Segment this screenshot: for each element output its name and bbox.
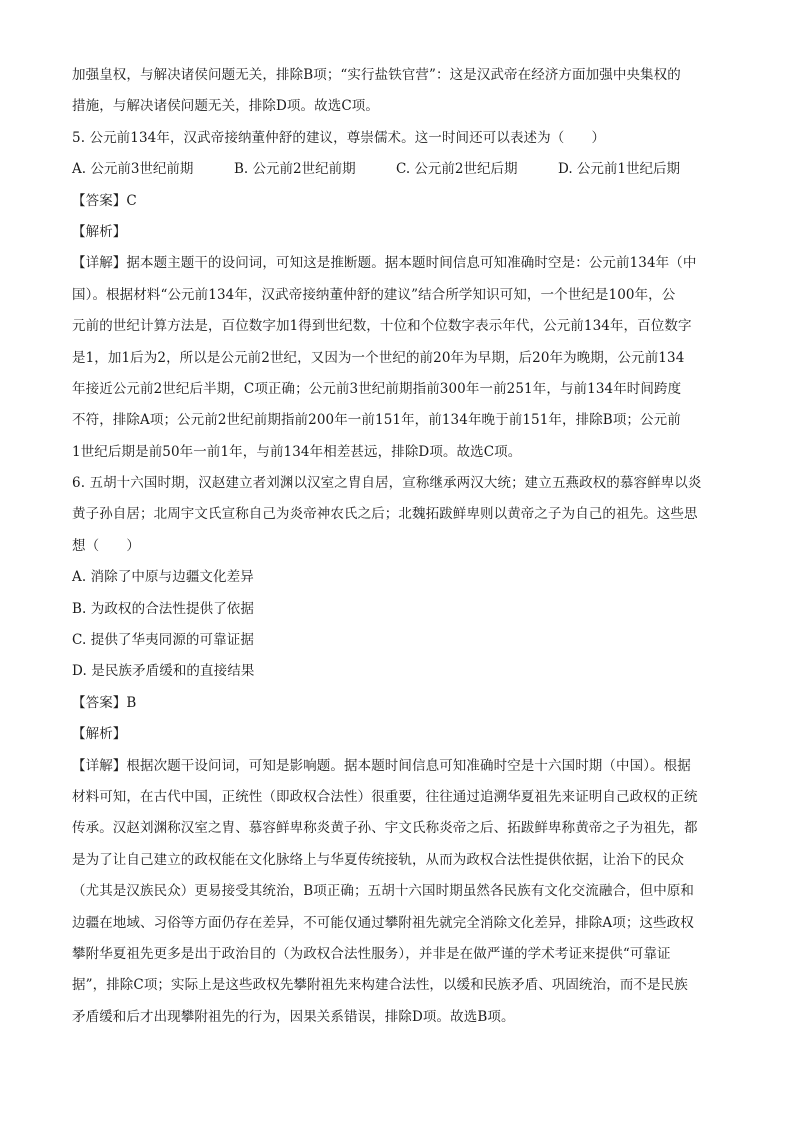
stem-line: 黄子孙自居；北周宇文氏宣称自己为炎帝神农氏之后；北魏拓跋鲜卑则以黄帝之子为自己的祖先。这些思 (72, 506, 698, 523)
document-page (72, 60, 732, 1033)
analysis-label: 【解析】 (72, 726, 127, 743)
intro-line: 措施，与解决诸侯问题无关，排除D项。故选C项。 (72, 98, 379, 115)
option-c: C. 公元前2世纪后期 (396, 161, 518, 178)
option-c: C. 提供了华夷同源的可靠证据 (72, 632, 254, 649)
analysis-label: 【解析】 (72, 223, 127, 240)
detail-line: 边疆在地域、习俗等方面仍存在差异，不可能仅通过攀附祖先就完全消除文化差异，排除A项；这些政权 (72, 914, 694, 931)
intro-line: 加强皇权，与解决诸侯问题无关，排除B项；“实行盐铁官营”：这是汉武帝在经济方面加强中央集权的 (72, 67, 681, 83)
intro-paragraph (72, 60, 732, 123)
question-6-stem (72, 468, 732, 562)
question-6 (72, 468, 732, 1033)
question-5-options (72, 154, 732, 185)
detail-line: （尤其是汉族民众）更易接受其统治，B项正确；五胡十六国时期虽然各民族有文化交流融合，但中原和 (72, 883, 695, 900)
detail-line: 元前的世纪计算方法是，百位数字加1得到世纪数，十位和个位数字表示年代，公元前134年，百位数字 (72, 318, 692, 335)
detail-line: 据”，排除C项；实际上是这些政权先攀附祖先来构建合法性，以缓和民族矛盾、巩固统治，而不是民族 (72, 977, 688, 994)
question-5-detail (72, 248, 732, 468)
detail-line: 不符，排除A项；公元前2世纪前期指前200年一前151年，前134年晚于前151年，排除B项；公元前 (72, 412, 681, 429)
detail-line: 【详解】据本题主题干的设问词，可知这是推断题。据本题时间信息可知准确时空是：公元前134年（中 (72, 255, 697, 272)
answer-label: 【答案】C (72, 192, 137, 209)
detail-line: 材料可知，在古代中国，正统性（即政权合法性）很重要，往往通过追溯华夏祖先来证明自己政权的正统 (72, 788, 698, 805)
detail-line: 是1，加1后为2，所以是公元前2世纪，又因为一个世纪的前20年为早期，后20年为晚期，公元前134 (72, 349, 685, 366)
stem-line: 6. 五胡十六国时期，汉赵建立者刘渊以汉室之胄自居，宣称继承两汉大统；建立五燕政权的慕容鲜卑以炎 (72, 475, 702, 492)
detail-line: 【详解】根据次题干设问词，可知是影响题。据本题时间信息可知准确时空是十六国时期（中国）。根据 (72, 757, 691, 774)
stem-line: 想（ ） (72, 537, 140, 554)
option-d: D. 是民族矛盾缓和的直接结果 (72, 663, 255, 680)
question-6-options (72, 562, 732, 688)
detail-line: 年接近公元前2世纪后半期，C项正确；公元前3世纪前期指前300年一前251年，与前134年时间跨度 (72, 380, 682, 397)
question-5-stem: 5. 公元前134年，汉武帝接纳董仲舒的建议，尊崇儒术。这一时间还可以表述为（ ） (72, 129, 606, 146)
option-a: A. 消除了中原与边疆文化差异 (72, 569, 254, 586)
question-6-detail (72, 751, 732, 1034)
option-b: B. 为政权的合法性提供了依据 (72, 600, 255, 617)
detail-line: 是为了让自己建立的政权能在文化脉络上与华夏传统接轨，从而为政权合法性提供依据，让治下的民众 (72, 851, 684, 868)
detail-line: 攀附华夏祖先更多是出于政治目的（为政权合法性服务），并非是在做严谨的学术考证来提供“可靠证 (72, 945, 671, 962)
option-a: A. 公元前3世纪前期 (72, 161, 194, 178)
detail-line: 矛盾缓和后才出现攀附祖先的行为，因果关系错误，排除D项。故选B项。 (72, 1008, 515, 1025)
option-d: D. 公元前1世纪后期 (558, 161, 681, 178)
detail-line: 1世纪后期是前50年一前1年，与前134年相差甚远，排除D项。故选C项。 (72, 443, 522, 460)
question-5 (72, 123, 732, 468)
answer-label: 【答案】B (72, 694, 137, 711)
option-b: B. 公元前2世纪前期 (234, 161, 356, 178)
detail-line: 传承。汉赵刘渊称汉室之胄、慕容鲜卑称炎黄子孙、宇文氏称炎帝之后、拓跋鲜卑称黄帝之子为祖先，都 (72, 820, 698, 837)
detail-line: 国）。根据材料“公元前134年，汉武帝接纳董仲舒的建议”结合所学知识可知，一个世纪是100年，公 (72, 286, 676, 303)
